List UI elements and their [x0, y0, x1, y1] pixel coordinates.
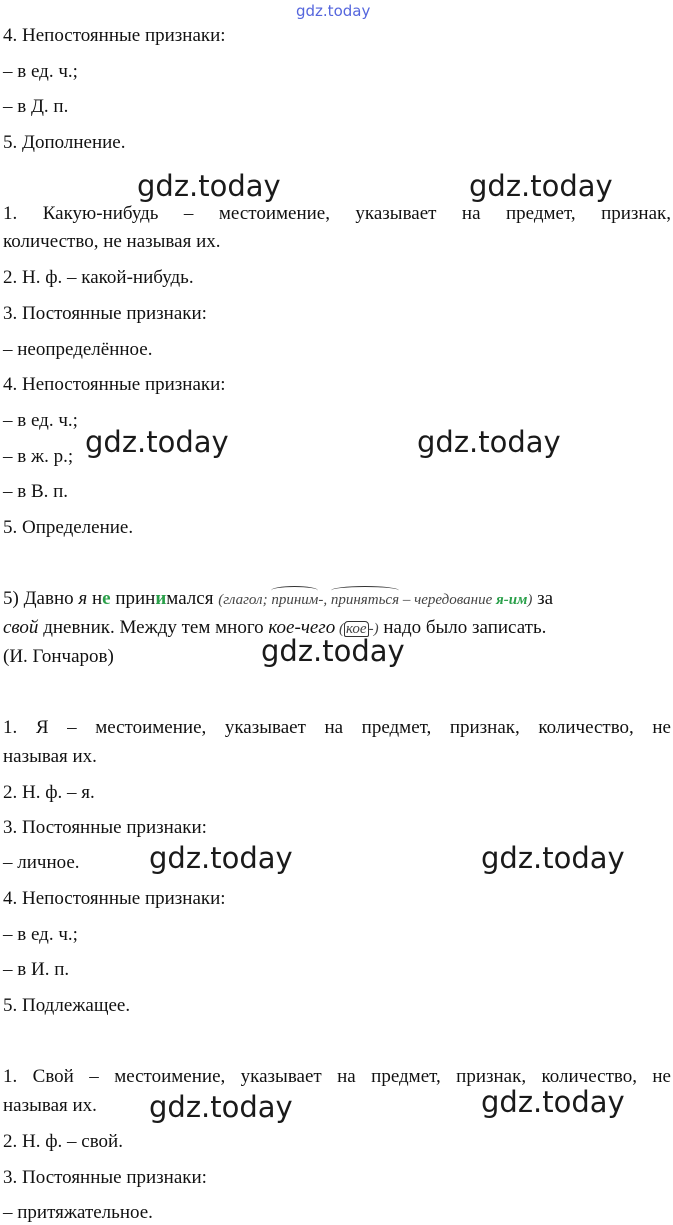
block1-line4: 5. Дополнение.	[3, 132, 126, 153]
block2-line7: – в ж. р.;	[3, 446, 74, 467]
highlight-letter: и	[155, 588, 167, 609]
sentence-word-koe: кое-чего	[268, 617, 336, 638]
annotation: (глагол; приним-, приняться – чередование я-им)	[218, 592, 532, 608]
root-arc: приняться	[331, 589, 399, 611]
watermark: gdz.today	[469, 169, 613, 203]
block2-line4: – неопределённое.	[3, 339, 153, 360]
watermark: gdz.today	[481, 841, 625, 875]
block2-line2: 2. Н. ф. – какой-нибудь.	[3, 267, 194, 288]
block4-line1b: называя их.	[3, 1095, 97, 1116]
block3-line7: – в И. п.	[3, 959, 70, 980]
block4-line2: 2. Н. ф. – свой.	[3, 1131, 123, 1152]
sentence-word-ya: я	[78, 588, 88, 609]
block1-line2: – в ед. ч.;	[3, 61, 78, 82]
root-arc: приним	[271, 589, 318, 611]
block3-line8: 5. Подлежащее.	[3, 995, 131, 1016]
block2-line3: 3. Постоянные признаки:	[3, 303, 207, 324]
sentence-text: за	[532, 588, 554, 609]
block2-line9: 5. Определение.	[3, 517, 134, 538]
sentence-author: (И. Гончаров)	[3, 646, 114, 667]
alternation-highlight: я-им	[496, 592, 528, 608]
sentence-text: н	[87, 588, 103, 609]
sentence-line1	[3, 588, 553, 611]
header-watermark: gdz.today	[296, 2, 371, 20]
block3-line6: – в ед. ч.;	[3, 924, 78, 945]
watermark: gdz.today	[149, 1090, 293, 1124]
watermark: gdz.today	[85, 425, 229, 459]
sentence-text: прин	[110, 588, 156, 609]
block1-line1: 4. Непостоянные признаки:	[3, 25, 226, 46]
watermark: gdz.today	[417, 425, 561, 459]
sentence-word-svoy: свой	[3, 617, 39, 638]
sentence-text: надо было записать.	[378, 617, 547, 638]
watermark: gdz.today	[149, 841, 293, 875]
sentence-text: 5) Давно	[3, 588, 79, 609]
block3-line1a: 1. Я – местоимение, указывает на предмет, признак, количество, не	[3, 717, 671, 738]
block2-line8: – в В. п.	[3, 481, 69, 502]
block2-line6: – в ед. ч.;	[3, 410, 78, 431]
block3-line4: – личное.	[3, 852, 80, 873]
block3-line2: 2. Н. ф. – я.	[3, 782, 95, 803]
block2-line5: 4. Непостоянные признаки:	[3, 374, 226, 395]
block3-line1b: называя их.	[3, 746, 97, 767]
block2-line1a: 1. Какую-нибудь – местоимение, указывает на предмет, признак,	[3, 203, 671, 224]
watermark: gdz.today	[261, 634, 405, 668]
sentence-text: дневник. Между тем много	[38, 617, 269, 638]
block4-line1a: 1. Свой – местоимение, указывает на предмет, признак, количество, не	[3, 1066, 671, 1087]
watermark: gdz.today	[481, 1085, 625, 1119]
block3-line3: 3. Постоянные признаки:	[3, 817, 207, 838]
highlight-letter: е	[102, 588, 111, 609]
annotation: ( кое -)	[335, 621, 379, 637]
block3-line5: 4. Непостоянные признаки:	[3, 888, 226, 909]
block4-line4: – притяжательное.	[3, 1202, 153, 1223]
block2-line1b: количество, не называя их.	[3, 231, 221, 252]
block4-line3: 3. Постоянные признаки:	[3, 1167, 207, 1188]
block1-line3: – в Д. п.	[3, 96, 69, 117]
watermark: gdz.today	[137, 169, 281, 203]
prefix-box: кое	[345, 621, 367, 637]
sentence-text: мался	[166, 588, 219, 609]
